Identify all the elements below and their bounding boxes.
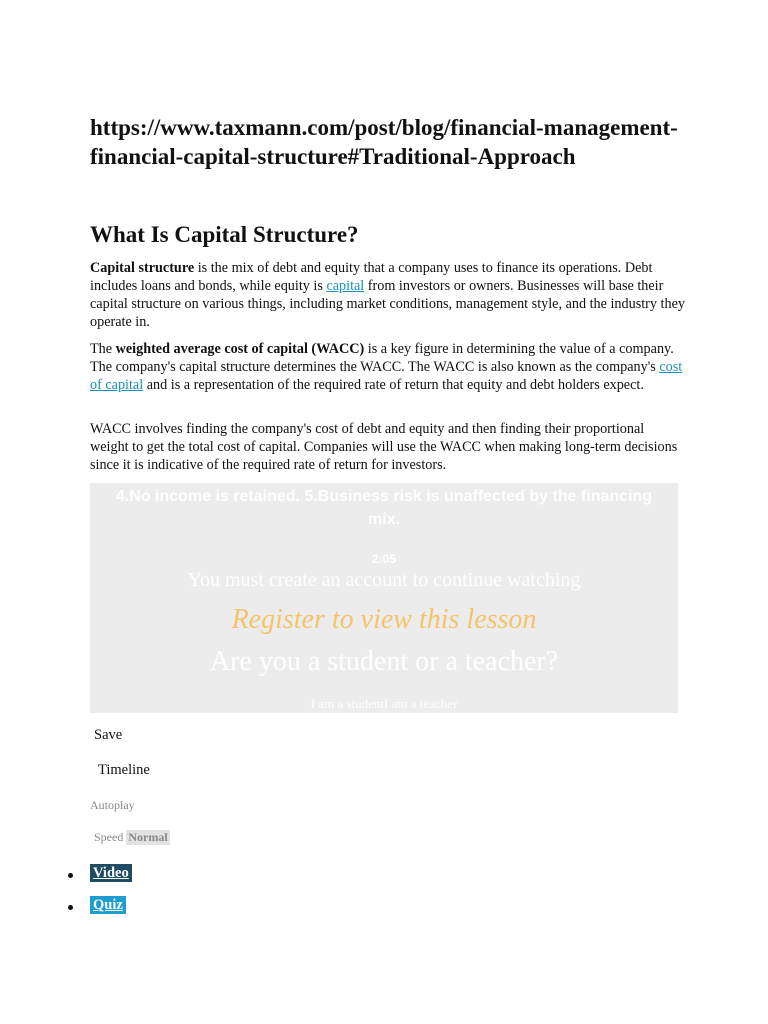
role-question: Are you a student or a teacher? [209,646,559,677]
paragraph-capital-structure [90,259,685,331]
paragraph-wacc-calculation: WACC involves finding the company's cost of debt and equity and then finding their proportional weight to get the total cost of capital. Companies will use the WACC when making long-term decisions since it is indicative of the required rate of return for investors. [90,421,678,473]
bold-term-wacc: weighted average cost of capital (WACC) [115,341,365,357]
speed-select[interactable]: Normal [128,830,168,844]
speed-control [94,830,170,845]
timeline-button[interactable]: Timeline [98,762,150,778]
autoplay-toggle[interactable]: Autoplay [90,798,135,812]
save-button[interactable]: Save [94,727,123,743]
paragraph-wacc [90,340,685,394]
register-link[interactable]: Register to view this lesson [231,604,537,635]
paragraph-text: is the mix of debt and equity that a company uses to finance its operations. Debt includes loans and bonds, while equity is [90,260,653,294]
cost-of-capital-link[interactable]: cost of capital [90,359,683,393]
video-player[interactable] [90,483,678,713]
list-item [68,864,132,896]
url-heading: https://www.taxmann.com/post/blog/financial-management-financial-capital-structure#Traditional-Approach [90,115,678,169]
teacher-button[interactable]: I am a teacher [384,696,458,711]
role-options [90,696,678,712]
list-item [68,896,132,928]
video-slide-text: 4.No income is retained. 5.Business risk is unaffected by the financing mix. [115,488,653,528]
bullet-icon [68,873,73,878]
paragraph-text: from investors or owners. Businesses will base their capital structure on various things, including market conditions, management style, and the industry they operate in. [90,278,685,330]
lesson-tabs [68,864,132,928]
paragraph-text: is a key figure in determining the value of a company. The company's capital structure determines the WACC. The WACC is also known as the company's [90,341,674,375]
bullet-icon [68,905,73,910]
paragraph-text: and is a representation of the required rate of return that equity and debt holders expect. [143,377,644,393]
account-prompt: You must create an account to continue watching [187,569,581,591]
bold-term-capital-structure: Capital structure [90,260,195,276]
speed-label: Speed [94,830,124,844]
video-time: 2:05 [371,552,397,566]
tab-video[interactable]: Video [90,864,132,882]
section-title: What Is Capital Structure? [90,222,359,247]
paragraph-text: The [90,341,116,357]
tab-quiz[interactable]: Quiz [90,896,126,914]
student-button[interactable]: I am a student [310,696,385,711]
capital-link[interactable]: capital [326,278,365,294]
